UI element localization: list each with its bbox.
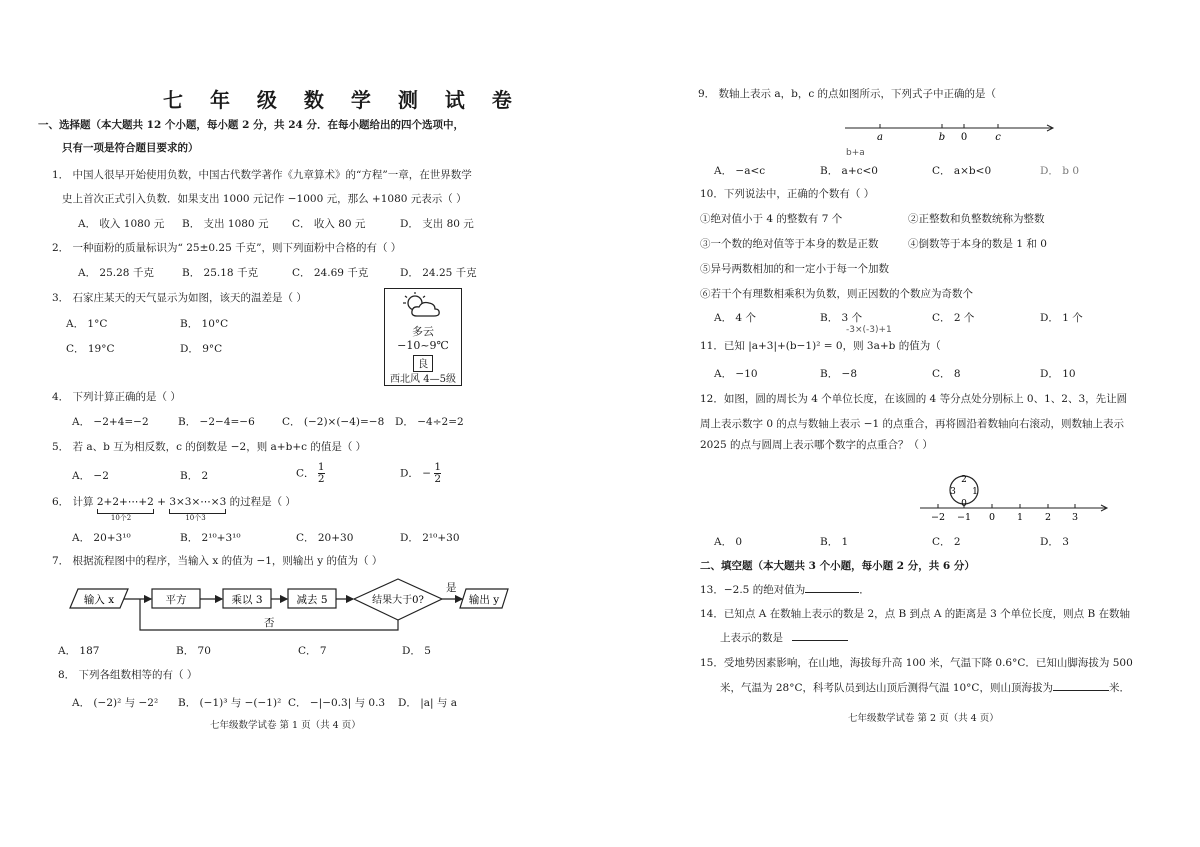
- q3-text: 3． 石家庄某天的天气显示为如图，该天的温差是（ ）: [52, 292, 307, 304]
- q11-option-b: B． −8: [820, 368, 858, 380]
- flow-input-label: 输入 x: [83, 594, 115, 606]
- q9-number-line: [840, 118, 1060, 144]
- weather-wind: 西北风 4—5级: [390, 374, 456, 385]
- q15-line1: 15．受地势因素影响，在山地，海拔每升高 100 米，气温下降 0.6°C．已知山脚海拔为 500: [700, 657, 1133, 669]
- q4-option-b: B． −2−4=−6: [178, 416, 255, 428]
- q6-stem: [52, 494, 296, 522]
- exam-title: 七 年 级 数 学 测 试 卷: [163, 88, 522, 112]
- q14-line1: 14．已知点 A 在数轴上表示的数是 2，点 B 到点 A 的距离是 3 个单位长度，则点 B 在数轴: [700, 608, 1131, 620]
- q6-brace2-label: 10个3: [185, 514, 206, 522]
- q13-label: 13．−2.5 的绝对值为: [700, 584, 806, 596]
- axis-label-zero: 0: [960, 132, 968, 143]
- q12-line3: 2025 的点与圆周上表示哪个数字的点重合？（ ）: [700, 439, 933, 451]
- flow-step1-label: 平方: [165, 594, 187, 606]
- q10-option-c: C． 2 个: [932, 312, 975, 324]
- air-quality-badge: 良: [413, 355, 434, 372]
- q7-option-c: C． 7: [298, 645, 327, 657]
- q11-option-a: A． −10: [714, 368, 758, 380]
- q6-option-c: C． 20+30: [296, 532, 354, 544]
- q7-text: 7． 根据流程图中的程序，当输入 x 的值为 −1，则输出 y 的值为（ ）: [52, 555, 383, 567]
- q12-option-c: C． 2: [932, 536, 961, 548]
- q10-statement-5: ⑤异号两数相加的和一定小于每一个加数: [700, 263, 889, 275]
- flow-decision-label: 结果大于0?: [372, 595, 424, 606]
- q14-answer-blank[interactable]: [792, 640, 848, 641]
- section2-heading: 二、填空题（本大题共 3 个小题，每小题 2 分，共 6 分）: [700, 560, 975, 572]
- q8-option-a: A． (−2)² 与 −2²: [72, 697, 159, 709]
- weather-condition: 多云: [412, 325, 434, 338]
- q15-label: 米，气温为 28°C，科考队员到达山顶后测得气温 10°C，则山顶海拔为: [720, 682, 1053, 694]
- q8-option-b: B． (−1)³ 与 −(−1)²: [178, 697, 282, 709]
- q8-option-d: D． |a| 与 a: [398, 697, 458, 709]
- circle-label-2: 2: [961, 475, 967, 485]
- q5-option-c-fraction: [318, 462, 325, 485]
- q9-option-a: A． −a<c: [714, 165, 766, 177]
- q3-option-c: C． 19°C: [66, 343, 115, 355]
- circle-label-3: 3: [950, 487, 956, 497]
- q8-option-c: C． −|−0.3| 与 0.3: [288, 697, 386, 709]
- partly-cloudy-icon: [401, 291, 445, 319]
- q10-statement-3: ③一个数的绝对值等于本身的数是正数: [700, 238, 879, 250]
- q2-option-b: B． 25.18 千克: [182, 267, 258, 279]
- flow-yes-label: 是: [446, 582, 457, 594]
- q2-text: 2． 一种面粉的质量标识为“ 25±0.25 千克”，则下列面粉中合格的有（ ）: [52, 242, 402, 254]
- q6-expr2-group: [169, 496, 227, 522]
- flow-step2-label: 乘以 3: [231, 594, 263, 606]
- q6-suffix: 的过程是（ ）: [229, 496, 296, 508]
- q2-option-a: A． 25.28 千克: [78, 267, 154, 279]
- axis-tick-2: 2: [1044, 512, 1052, 523]
- q2-option-c: C． 24.69 千克: [292, 267, 369, 279]
- q3-option-a: A． 1°C: [66, 318, 108, 330]
- q9-option-d: D． b 0: [1040, 165, 1079, 177]
- axis-label-a: a: [877, 132, 883, 143]
- fraction-denominator: 2: [317, 473, 325, 485]
- q13-answer-blank[interactable]: [805, 592, 859, 593]
- q8-text: 8． 下列各组数相等的有（ ）: [58, 669, 198, 681]
- weather-temp-range: −10~9℃: [397, 339, 449, 352]
- weather-card: [384, 288, 462, 386]
- circle-label-0: 0: [961, 499, 967, 509]
- axis-label-b: b: [938, 132, 946, 143]
- q5-option-c: [296, 462, 325, 485]
- q1-option-a: A． 收入 1080 元: [78, 218, 165, 230]
- q10-text: 10．下列说法中，正确的个数有（ ）: [700, 188, 875, 200]
- q10-option-a: A． 4 个: [714, 312, 756, 324]
- axis-tick-neg2: −2: [930, 512, 946, 523]
- q5-option-c-label: C．: [296, 467, 315, 480]
- axis-label-c: c: [995, 132, 1001, 143]
- q12-line1: 12．如图，圆的周长为 4 个单位长度，在该圆的 4 等分点处分别标上 0、1、2、3，先让圆: [700, 393, 1128, 405]
- exam-page-2: [600, 0, 1200, 847]
- q12-option-b: B． 1: [820, 536, 849, 548]
- q5-text: 5． 若 a、b 互为相反数，c 的倒数是 −2，则 a+b+c 的值是（ ）: [52, 441, 367, 453]
- q12-option-a: A． 0: [714, 536, 743, 548]
- q6-brace1-label: 10个2: [110, 514, 132, 522]
- q11-text: 11．已知 |a+3|+(b−1)² = 0，则 3a+b 的值为（: [700, 340, 941, 352]
- q10-option-b: B． 3 个: [820, 312, 863, 324]
- q1-option-c: C． 收入 80 元: [292, 218, 366, 230]
- q5-option-d-fraction: [434, 462, 441, 485]
- q5-option-a: A． −2: [72, 470, 109, 482]
- q14-label: 上表示的数是: [720, 632, 783, 644]
- q5-option-d: [400, 462, 441, 485]
- q3-option-d: D． 9°C: [180, 343, 223, 355]
- q4-option-c: C． (−2)×(−4)=−8: [282, 416, 385, 428]
- q4-option-d: D． −4÷2=2: [395, 416, 464, 428]
- q10-option-d: D． 1 个: [1040, 312, 1083, 324]
- q5-option-d-label: D． −: [400, 467, 432, 480]
- q4-text: 4． 下列计算正确的是（ ）: [52, 391, 181, 403]
- q6-expr2: 3×3×⋯×3: [169, 496, 227, 508]
- q9-handwriting: b+a: [846, 148, 865, 158]
- q6-prefix: 6． 计算: [52, 496, 94, 508]
- q15-unit: 米．: [1108, 682, 1130, 694]
- q7-option-d: D． 5: [402, 645, 431, 657]
- section1-heading-line2: 只有一项是符合题目要求的）: [62, 142, 199, 154]
- fraction-denominator: 2: [434, 473, 442, 485]
- q9-option-c: C． a×b<0: [932, 165, 992, 177]
- q9-text: 9． 数轴上表示 a，b，c 的点如图所示，下列式子中正确的是（: [698, 88, 997, 100]
- q3-option-b: B． 10°C: [180, 318, 229, 330]
- q13-text: 13．−2.5 的绝对值为 ．: [700, 584, 870, 596]
- flow-output-label: 输出 y: [468, 594, 500, 606]
- q7-flowchart: [66, 574, 516, 636]
- fraction-numerator: 1: [434, 461, 442, 473]
- q10-statement-2: ②正整数和负整数统称为整数: [908, 213, 1045, 225]
- fraction-numerator: 1: [317, 461, 325, 473]
- q11-handwriting: -3×(-3)+1: [846, 325, 892, 335]
- q2-option-d: D． 24.25 千克: [400, 267, 477, 279]
- q1-line1: 1． 中国人很早开始使用负数，中国古代数学著作《九章算术》的“方程”一章，在世界数学: [52, 169, 472, 181]
- q1-line2: 史上首次正式引入负数．如果支出 1000 元记作 −1000 元，那么 +1080 元表示（ ）: [62, 193, 467, 205]
- q10-statement-4: ④倒数等于本身的数是 1 和 0: [908, 238, 1047, 250]
- flow-no-label: 否: [264, 617, 275, 629]
- flow-step3-label: 减去 5: [296, 594, 328, 606]
- axis-tick-neg1: −1: [956, 512, 972, 523]
- q9-option-b: B． a+c<0: [820, 165, 878, 177]
- q11-option-c: C． 8: [932, 368, 961, 380]
- q15-answer-blank[interactable]: [1053, 690, 1109, 691]
- q6-expr1: 2+2+⋯+2: [96, 496, 154, 508]
- q4-option-a: A． −2+4=−2: [72, 416, 149, 428]
- circle-label-1: 1: [972, 487, 978, 497]
- q6-option-d: D． 2¹⁰+30: [400, 532, 460, 544]
- q10-statement-6: ⑥若干个有理数相乘积为负数，则正因数的个数应为奇数个: [700, 288, 973, 300]
- axis-tick-3: 3: [1071, 512, 1079, 523]
- q11-option-d: D． 10: [1040, 368, 1076, 380]
- q1-option-d: D． 支出 80 元: [400, 218, 474, 230]
- page1-footer: 七年级数学试卷 第 1 页（共 4 页）: [210, 720, 361, 731]
- section1-heading-line1: 一、选择题（本大题共 12 个小题，每小题 2 分，共 24 分．在每小题给出的四个选项中，: [38, 119, 464, 131]
- q12-option-d: D． 3: [1040, 536, 1069, 548]
- q5-option-b: B． 2: [180, 470, 209, 482]
- q1-option-b: B． 支出 1080 元: [182, 218, 269, 230]
- q10-statement-1: ①绝对值小于 4 的整数有 7 个: [700, 213, 843, 225]
- q6-option-a: A． 20+3¹⁰: [72, 532, 131, 544]
- axis-tick-1: 1: [1016, 512, 1024, 523]
- q7-option-a: A． 187: [58, 645, 100, 657]
- q6-expr1-group: [96, 496, 154, 522]
- page2-footer: 七年级数学试卷 第 2 页（共 4 页）: [848, 713, 999, 724]
- q7-option-b: B． 70: [176, 645, 211, 657]
- q14-line2: [720, 630, 848, 645]
- q15-line2: [720, 680, 1130, 695]
- q6-option-b: B． 2¹⁰+3¹⁰: [180, 532, 241, 544]
- q12-line2: 周上表示数字 0 的点与数轴上表示 −1 的点重合，再将圆沿着数轴向右滚动，则数轴上表示: [700, 418, 1125, 430]
- axis-tick-0: 0: [988, 512, 996, 523]
- q12-circle-numberline: [920, 466, 1110, 526]
- q6-plus: +: [157, 496, 166, 508]
